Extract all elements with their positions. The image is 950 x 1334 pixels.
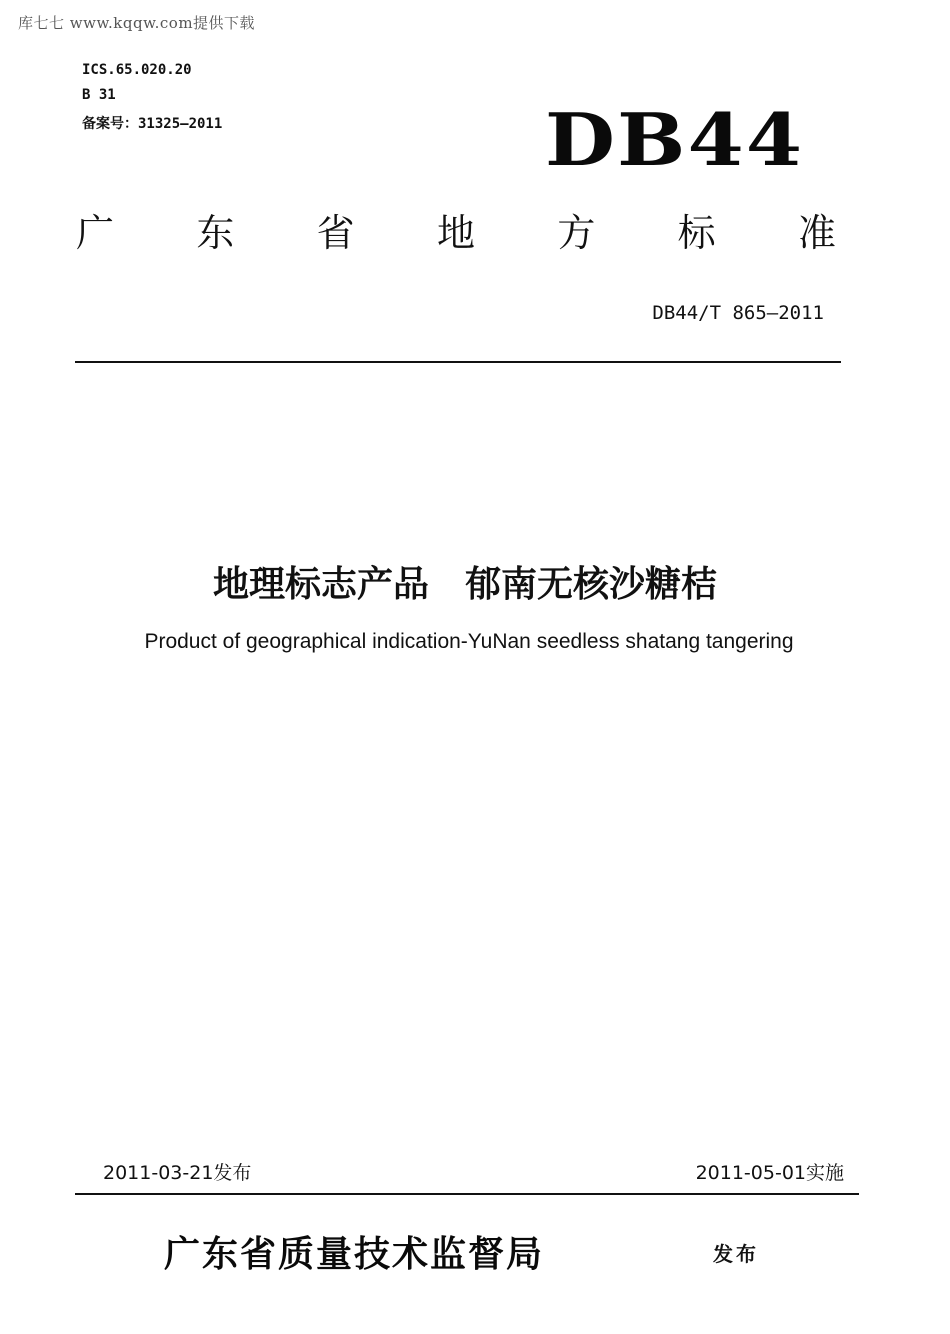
- title-english: Product of geographical indication-YuNan seedless shatang tangering: [144, 630, 794, 653]
- issuer-suffix: 发布: [713, 1242, 759, 1266]
- standard-type-char: 方: [557, 211, 596, 255]
- ics-code: ICS.65.020.20: [82, 62, 192, 78]
- implementation-date: 2011-05-01实施: [695, 1162, 844, 1184]
- standard-type-char: 广: [76, 211, 115, 255]
- standard-type-char: 标: [677, 211, 716, 255]
- standard-type-char: 地: [436, 211, 475, 255]
- title-chinese: 地理标志产品 郁南无核沙糖桔: [212, 564, 717, 605]
- issuing-authority: 广东省质量技术监督局: [164, 1233, 545, 1275]
- top-divider: [75, 361, 841, 363]
- standard-type-char: 省: [316, 211, 355, 255]
- standard-number: DB44/T 865—2011: [652, 302, 824, 324]
- standard-type-heading: [76, 211, 836, 255]
- ccs-code: B 31: [82, 87, 116, 103]
- download-watermark: 库七七 www.kqqw.com提供下载: [18, 14, 256, 32]
- record-number: 备案号：31325—2011: [82, 116, 223, 132]
- standard-type-char: 准: [797, 211, 836, 255]
- db44-logo: DB44: [545, 97, 805, 182]
- standard-type-char: 东: [196, 211, 235, 255]
- issue-date: 2011-03-21发布: [103, 1162, 252, 1184]
- bottom-divider: [75, 1193, 859, 1195]
